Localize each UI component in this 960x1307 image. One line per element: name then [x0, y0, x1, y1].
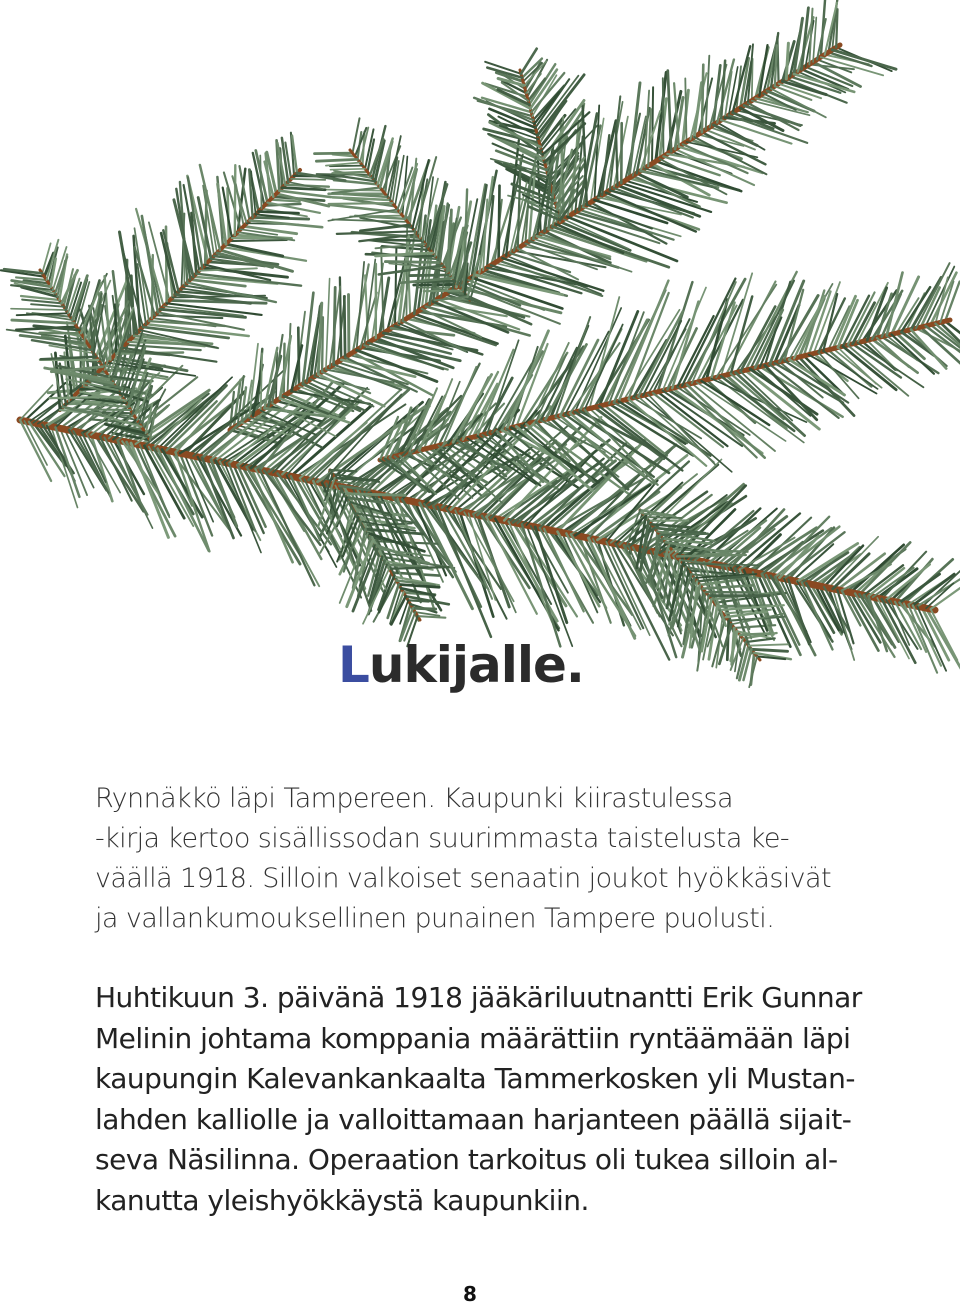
spruce-needle	[413, 608, 436, 609]
spruce-needle	[316, 159, 357, 161]
spruce-needle	[56, 427, 80, 496]
spruce-needle	[663, 78, 664, 156]
spruce-needle	[344, 296, 345, 357]
spruce-needle	[11, 309, 66, 310]
spruce-needle	[78, 409, 130, 410]
spruce-needle	[291, 179, 325, 180]
intro-line: ja vallankumouksellinen punainen Tampere puolusti.	[95, 903, 775, 934]
spruce-needle	[499, 186, 500, 261]
spruce-needle	[334, 287, 336, 364]
spruce-needle	[660, 534, 708, 535]
spruce-needle	[395, 248, 396, 326]
spruce-needle	[616, 126, 618, 186]
spruce-needle	[360, 225, 410, 231]
page-title-rest: ukijalle.	[368, 636, 584, 694]
spruce-needle	[330, 470, 356, 471]
intro-paragraph	[95, 779, 885, 939]
main-line: lahden kalliolle ja valloittamaan harjanteen päällä sijait-	[95, 1102, 852, 1136]
intro-line: -kirja kertoo sisällissodan suurimmasta taistelusta ke-	[95, 823, 790, 854]
spruce-needle	[836, 9, 837, 47]
page-title-initial: L	[338, 636, 369, 694]
spruce-needle	[677, 555, 746, 557]
spruce-needle	[326, 279, 330, 370]
page-number: 8	[463, 1282, 477, 1306]
spruce-needle	[115, 305, 116, 354]
spruce-needle	[652, 87, 653, 163]
spruce-needle	[330, 166, 363, 167]
spruce-needle	[702, 65, 703, 133]
spruce-needle	[31, 304, 64, 307]
main-line: Huhtikuun 3. päivänä 1918 jääkäriluutnantti Erik Gunnar	[95, 981, 862, 1014]
main-line: kaupungin Kalevankankaalta Tammerkosken yli Mustan-	[95, 1062, 856, 1095]
spruce-needle	[161, 233, 176, 294]
spruce-needle	[408, 600, 429, 601]
spruce-needle	[331, 169, 366, 170]
spruce-needle	[315, 153, 353, 154]
spruce-needle	[314, 377, 369, 390]
spruce-needle	[50, 397, 122, 398]
spruce-needle	[398, 168, 413, 210]
spruce-needle	[260, 156, 261, 209]
spruce-needle	[374, 240, 423, 241]
main-paragraph	[95, 978, 885, 1221]
spruce-needle	[322, 317, 323, 372]
spruce-needle	[20, 385, 53, 420]
spruce-needle	[786, 43, 788, 79]
intro-line: Rynnäkkö läpi Tampereen. Kaupunki kiirastulessa	[95, 783, 733, 814]
spruce-needle	[235, 165, 236, 235]
spruce-needle	[685, 78, 686, 141]
spruce-needle	[809, 9, 812, 65]
spruce-needle	[418, 616, 446, 618]
spruce-needle	[759, 45, 767, 96]
spruce-needle	[329, 203, 393, 204]
spruce-needle	[337, 231, 415, 234]
main-line: Melinin johtama komppania määrättiin ryntäämään läpi	[95, 1021, 851, 1055]
spruce-needle	[668, 71, 671, 152]
spruce-needle	[751, 649, 787, 651]
spruce-needle	[344, 494, 405, 496]
spruce-needle	[389, 567, 448, 569]
spruce-needle	[683, 564, 758, 566]
spruce-needle	[746, 638, 775, 642]
spruce-needle	[749, 644, 788, 645]
spruce-needle	[740, 634, 770, 636]
spruce-needle	[162, 386, 226, 450]
spruce-needle	[244, 226, 297, 233]
spruce-needle	[16, 277, 46, 280]
main-line: kanutta yleishyökkäystä kaupunkiin.	[95, 1183, 589, 1217]
spruce-needle	[832, 50, 896, 69]
spruce-needle	[259, 212, 299, 214]
spruce-needle	[410, 275, 450, 276]
spruce-needle	[385, 262, 440, 263]
spruce-needle	[602, 135, 609, 195]
spruce-needle	[229, 240, 287, 241]
spruce-needle	[424, 291, 463, 292]
intro-line: väällä 1918. Silloin valkoiset senaatin joukot hyökkäsivät	[95, 863, 831, 894]
spruce-needle	[12, 320, 75, 323]
page-title	[338, 630, 584, 700]
main-line: seva Näsilinna. Operaation tarkoitus oli tukea silloin al-	[95, 1143, 838, 1176]
spruce-needle	[270, 200, 299, 202]
